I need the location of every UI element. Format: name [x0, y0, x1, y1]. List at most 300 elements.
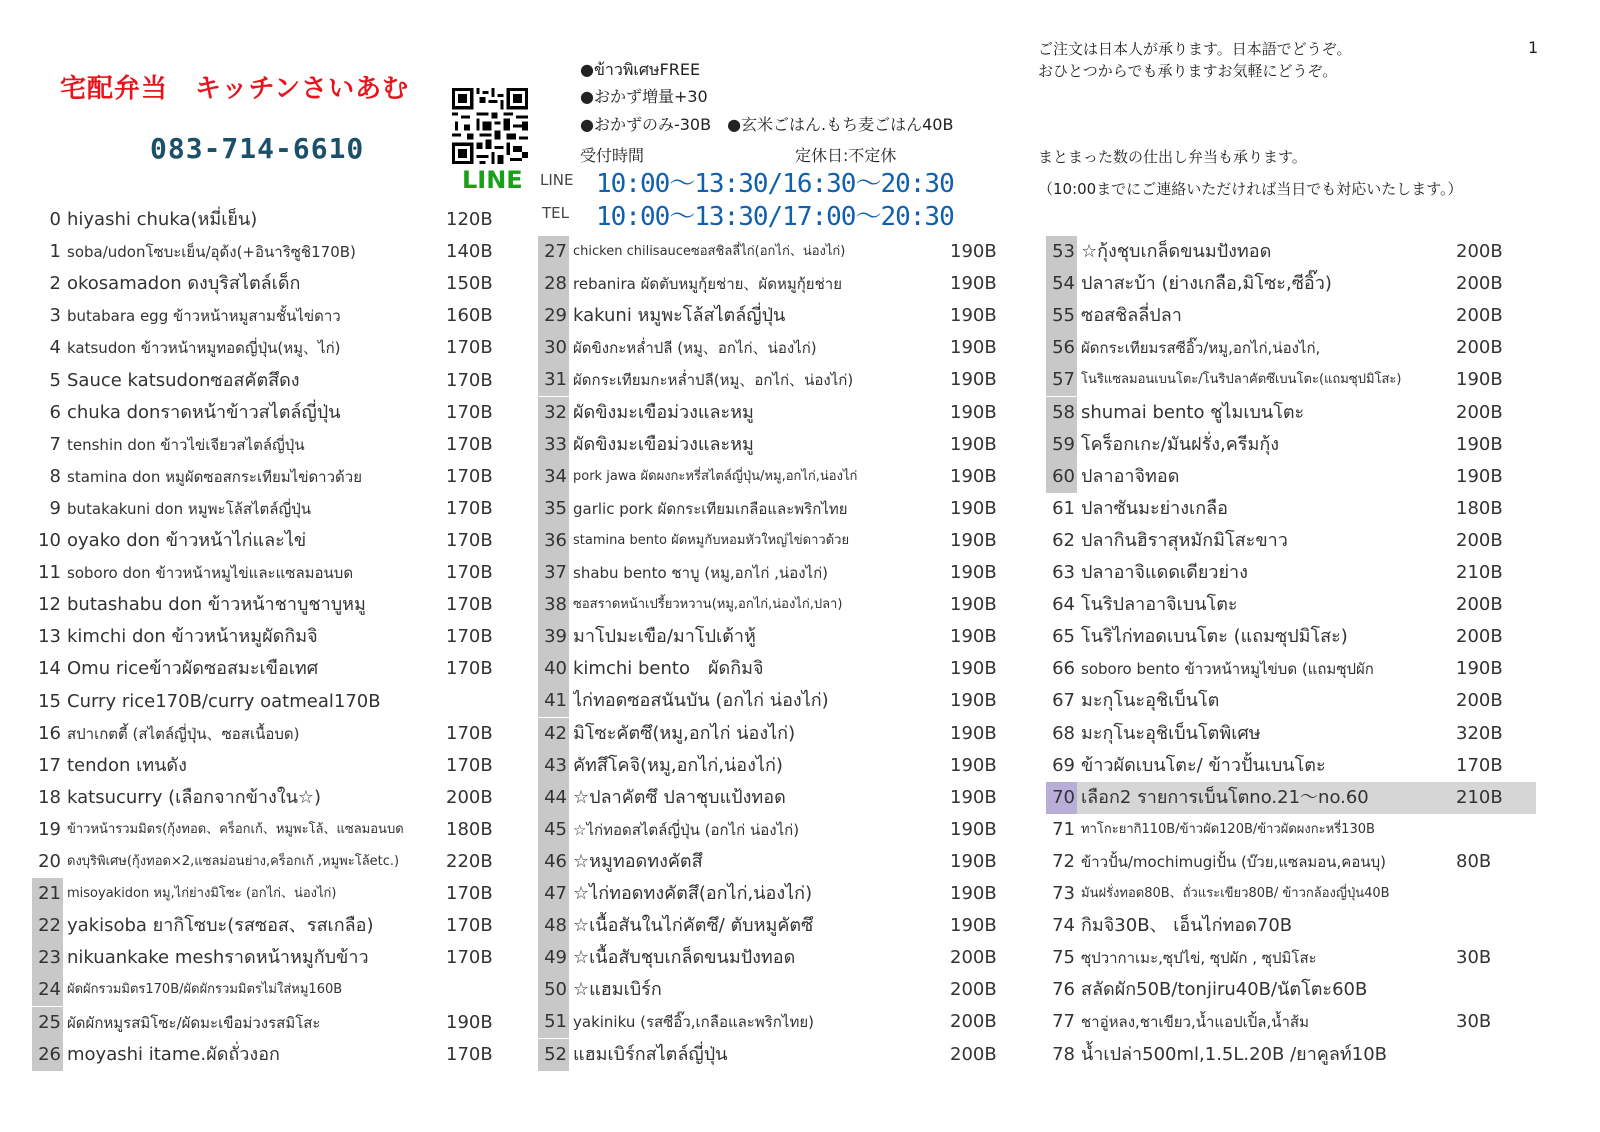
line-hours-label: LINE: [540, 171, 574, 189]
menu-item-59[interactable]: [1046, 429, 1536, 461]
menu-item-name: soba/udonโซบะเย็น/อุด้ง(+อินาริซูชิ170B): [67, 243, 356, 262]
menu-item-number: 25: [32, 1007, 63, 1039]
menu-item-price: 200B: [446, 786, 493, 808]
menu-item-name: สลัดผัก50B/tonjiru40B/นัตโตะ60B: [1081, 979, 1368, 1001]
menu-item-name: โนริไก่ทอดเบนโตะ (แถมซุปมิโสะ): [1081, 626, 1348, 648]
menu-item-number: 62: [1052, 529, 1075, 551]
menu-item-name: ปลาอาจิทอด: [1081, 465, 1180, 487]
menu-item-name: katsudon ข้าวหน้าหมูทอดญี่ปุ่น(หมู、ไก่): [67, 339, 341, 358]
menu-item-number: 34: [538, 461, 569, 493]
menu-item-name: katsucurry (เลือกจากข้างใน☆): [67, 786, 322, 808]
menu-item-10[interactable]: [32, 525, 500, 557]
menu-item-name: stamina don หมูผัดซอสกระเทียมไข่ดาวด้วย: [67, 467, 362, 486]
menu-item-number: 19: [38, 818, 61, 840]
menu-item-69[interactable]: [1046, 750, 1536, 782]
menu-item-name: Omu riceข้าวผัดซอสมะเขือเทศ: [67, 658, 319, 680]
menu-item-name: Curry rice170B/curry oatmeal170B: [67, 690, 381, 712]
menu-item-name: ข้าวปั้น/mochimugiปั้น (บ๊วย,แซลมอน,คอนบุ): [1081, 852, 1386, 871]
menu-item-number: 45: [538, 814, 569, 846]
menu-item-38[interactable]: [538, 589, 998, 621]
menu-item-26[interactable]: [32, 1039, 500, 1071]
menu-item-price: 190B: [446, 1011, 493, 1033]
menu-item-number: 75: [1052, 947, 1075, 969]
menu-item-36[interactable]: [538, 525, 998, 557]
menu-item-price: 220B: [446, 851, 493, 872]
menu-item-61[interactable]: [1046, 493, 1536, 525]
menu-item-price: 190B: [950, 690, 997, 712]
menu-item-6[interactable]: [32, 397, 500, 429]
menu-item-22[interactable]: [32, 910, 500, 942]
menu-item-number: 65: [1052, 626, 1075, 648]
menu-item-name: กิมจิ30B、 เอ็นไก่ทอด70B: [1081, 915, 1293, 937]
menu-item-5[interactable]: [32, 365, 500, 397]
menu-item-62[interactable]: [1046, 525, 1536, 557]
menu-item-name: โนริแซลมอนเบนโตะ/โนริปลาคัตซึเบนโตะ(แถมซุปมิโสะ): [1081, 372, 1402, 388]
menu-item-name: มะกุโนะอุชิเบ็นโต: [1081, 690, 1220, 712]
menu-item-name: butabara egg ข้าวหน้าหมูสามชั้นไข่ดาว: [67, 307, 341, 326]
menu-item-price: 30B: [1456, 947, 1492, 969]
menu-item-75[interactable]: [1046, 942, 1536, 974]
menu-item-name: ผัดผักหมูรสมิโซะ/ผัดมะเขือม่วงรสมิโสะ: [67, 1013, 321, 1032]
menu-item-77[interactable]: [1046, 1006, 1536, 1038]
menu-item-12[interactable]: [32, 589, 500, 621]
menu-item-number: 16: [38, 722, 61, 744]
menu-item-price: 170B: [446, 754, 493, 776]
menu-item-21[interactable]: [32, 878, 500, 910]
menu-item-33[interactable]: [538, 429, 998, 461]
menu-item-name: soboro bento ข้าวหน้าหมูไข่บด (แถมซุปผัก: [1081, 660, 1374, 679]
menu-item-73[interactable]: [1046, 878, 1536, 910]
menu-item-price: 190B: [1456, 465, 1503, 487]
menu-item-name: ปลาซันมะย่างเกลือ: [1081, 497, 1228, 519]
menu-item-13[interactable]: [32, 621, 500, 653]
menu-item-price: 200B: [1456, 594, 1503, 616]
menu-item-price: 170B: [446, 658, 493, 680]
line-hours: 10:00～13:30/16:30～20:30: [596, 169, 954, 199]
menu-item-40[interactable]: [538, 653, 998, 685]
menu-item-price: 190B: [950, 594, 997, 616]
menu-item-number: 67: [1052, 690, 1075, 712]
menu-item-name: moyashi itame.ผัดถั่วงอก: [67, 1043, 280, 1065]
menu-item-price: 200B: [950, 947, 997, 969]
menu-item-name: yakiniku (รสซีอิ๊ว,เกลือและพริกไทย): [573, 1013, 814, 1032]
menu-item-number: 53: [1046, 236, 1077, 268]
menu-item-0[interactable]: [32, 204, 500, 236]
menu-item-price: 170B: [446, 369, 493, 391]
menu-item-price: 200B: [1456, 337, 1503, 359]
menu-item-name: ☆แฮมเบิร์ก: [573, 979, 662, 1001]
menu-item-name: shabu bento ชาบู (หมู,อกไก่ ,น่องไก่): [573, 564, 828, 582]
menu-item-41[interactable]: [538, 685, 998, 717]
menu-item-name: ทาโกะยากิ110B/ข้าวผัด120B/ข้าวผัดผงกะหรี่130B: [1081, 821, 1375, 837]
menu-item-price: 190B: [950, 401, 997, 423]
menu-item-number: 51: [538, 1006, 569, 1038]
menu-item-name: คัทสึโคจิ(หมู,อกไก่,น่องไก่): [573, 754, 783, 776]
menu-item-name: kimchi don ข้าวหน้าหมูผัดกิมจิ: [67, 626, 318, 648]
menu-item-price: 190B: [950, 273, 997, 295]
menu-item-price: 170B: [446, 947, 493, 969]
menu-item-number: 26: [32, 1039, 63, 1071]
menu-item-price: 200B: [1456, 401, 1503, 423]
menu-item-number: 5: [49, 369, 61, 391]
menu-item-price: 190B: [950, 305, 997, 327]
menu-item-43[interactable]: [538, 750, 998, 782]
menu-item-number: 39: [538, 621, 569, 653]
menu-item-number: 49: [538, 942, 569, 974]
menu-item-price: 170B: [446, 465, 493, 487]
menu-item-name: soboro don ข้าวหน้าหมูไข่และแซลมอนบด: [67, 564, 354, 583]
menu-item-name: ปลากินฮิราสุหมักมิโสะขาว: [1081, 529, 1288, 551]
menu-item-number: 7: [49, 433, 61, 455]
menu-item-price: 210B: [1456, 786, 1503, 808]
menu-item-price: 170B: [446, 915, 493, 937]
menu-item-7[interactable]: [32, 429, 500, 461]
menu-item-number: 4: [49, 337, 61, 359]
menu-item-20[interactable]: [32, 846, 500, 878]
menu-item-price: 190B: [950, 562, 997, 583]
note-japanese-staff: ご注文は日本人が承ります。日本語でどうぞ。: [1038, 40, 1352, 58]
menu-item-name: butashabu don ข้าวหน้าชาบูชาบูหมู: [67, 594, 366, 616]
menu-item-72[interactable]: [1046, 846, 1536, 878]
menu-item-number: 15: [38, 690, 61, 712]
menu-item-number: 23: [32, 942, 63, 974]
menu-item-47[interactable]: [538, 878, 998, 910]
menu-item-name: ☆ไก่ทอดสไตล์ญี่ปุ่น (อกไก่ น่องไก่): [573, 820, 800, 839]
menu-item-name: tenshin don ข้าวไข่เจียวสไตล์ญี่ปุ่น: [67, 435, 305, 454]
menu-item-8[interactable]: [32, 461, 500, 493]
menu-item-name: ผัดผักรวมมิตร170B/ผัดผักรวมมิตรไม่ใส่หมู160B: [67, 982, 343, 998]
menu-item-37[interactable]: [538, 557, 998, 589]
menu-item-name: ไก่ทอดซอสนันบัน (อกไก่ น่องไก่): [573, 690, 829, 712]
menu-item-price: 190B: [950, 850, 997, 872]
menu-item-number: 36: [538, 525, 569, 557]
menu-item-price: 200B: [1456, 241, 1503, 262]
menu-item-34[interactable]: [538, 461, 998, 493]
menu-item-number: 68: [1052, 722, 1075, 744]
menu-item-number: 52: [538, 1039, 569, 1071]
menu-item-number: 64: [1052, 594, 1075, 616]
menu-item-number: 50: [538, 974, 569, 1006]
menu-item-name: oyako don ข้าวหน้าไก่และไข่: [67, 530, 307, 551]
menu-item-name: มันฝรั่งทอด80B、ถั่วแระเขียว80B/ ข้าวกล้องญี่ปุ่น40B: [1081, 886, 1390, 901]
menu-item-name: chicken chilisauceซอสชิลลี่ไก่(อกไก่、น่องไก่): [573, 244, 846, 259]
menu-item-number: 43: [538, 750, 569, 782]
menu-item-71[interactable]: [1046, 814, 1536, 846]
menu-item-number: 27: [538, 236, 569, 268]
menu-item-name: ชาอู่หลง,ชาเขียว,น้ำแอปเปิ้ล,น้ำส้ม: [1081, 1013, 1309, 1032]
menu-item-price: 190B: [950, 915, 997, 937]
menu-item-42[interactable]: [538, 718, 998, 750]
menu-item-price: 170B: [446, 530, 493, 551]
reception-hours-label: 受付時間: [580, 146, 645, 165]
menu-item-number: 46: [538, 846, 569, 878]
menu-item-number: 20: [38, 851, 61, 872]
menu-item-78[interactable]: [1046, 1039, 1536, 1071]
menu-item-name: มะกุโนะอุชิเบ็นโตพิเศษ: [1081, 722, 1261, 744]
menu-item-name: shumai bento ชูไมเบนโตะ: [1081, 401, 1305, 423]
menu-item-price: 200B: [950, 1043, 997, 1065]
menu-item-price: 170B: [446, 1043, 493, 1065]
menu-item-19[interactable]: [32, 814, 500, 846]
menu-item-9[interactable]: [32, 493, 500, 525]
menu-item-number: 57: [1046, 364, 1077, 396]
menu-item-11[interactable]: [32, 557, 500, 589]
menu-item-58[interactable]: [1046, 397, 1536, 429]
menu-item-price: 190B: [950, 626, 997, 648]
line-label: LINE: [462, 166, 523, 194]
menu-item-52[interactable]: [538, 1039, 998, 1071]
menu-item-54[interactable]: [1046, 268, 1536, 300]
menu-item-price: 170B: [446, 433, 493, 455]
menu-item-number: 60: [1046, 461, 1077, 493]
menu-item-number: 76: [1052, 979, 1075, 1001]
menu-item-number: 35: [538, 493, 569, 525]
menu-item-price: 190B: [950, 529, 997, 551]
menu-item-name: kakuni หมูพะโล้สไตล์ญี่ปุ่น: [573, 305, 786, 327]
menu-item-48[interactable]: [538, 910, 998, 942]
menu-item-number: 2: [49, 273, 61, 295]
menu-item-price: 190B: [950, 818, 997, 840]
menu-item-32[interactable]: [538, 397, 998, 429]
menu-item-price: 170B: [446, 626, 493, 648]
menu-item-number: 29: [538, 300, 569, 332]
menu-item-number: 24: [32, 974, 63, 1006]
menu-item-price: 180B: [446, 818, 493, 840]
menu-item-name: ข้าวหน้ารวมมิตร(กุ้งทอด、คร็อกเก้、หมูพะโล้、แซลมอนบด: [67, 821, 404, 837]
menu-item-65[interactable]: [1046, 621, 1536, 653]
menu-item-price: 190B: [950, 465, 997, 487]
menu-item-68[interactable]: [1046, 718, 1536, 750]
menu-item-number: 6: [49, 401, 61, 423]
menu-item-name: okosamadon ดงบุริสไตล์เด็ก: [67, 273, 301, 295]
menu-item-number: 70: [1046, 782, 1077, 814]
menu-item-price: 120B: [446, 209, 493, 230]
menu-item-name: misoyakidon หมู,ไก่ย่างมิโซะ (อกไก่、น่องไก่): [67, 886, 337, 902]
menu-item-price: 190B: [950, 369, 997, 391]
menu-item-price: 200B: [950, 1011, 997, 1033]
menu-item-number: 42: [538, 718, 569, 750]
menu-item-name: เลือก2 รายการเบ็นโตno.21～no.60: [1081, 786, 1369, 808]
menu-item-1[interactable]: [32, 236, 500, 268]
menu-item-45[interactable]: [538, 814, 998, 846]
menu-item-name: ☆ไก่ทอดทงคัตสึ(อกไก่,น่องไก่): [573, 883, 813, 904]
menu-item-price: 200B: [950, 979, 997, 1001]
menu-item-35[interactable]: [538, 493, 998, 525]
menu-item-number: 47: [538, 878, 569, 910]
menu-item-price: 190B: [950, 658, 997, 680]
menu-item-number: 44: [538, 782, 569, 814]
menu-item-number: 0: [49, 209, 61, 230]
menu-item-56[interactable]: [1046, 332, 1536, 364]
menu-item-name: ☆ปลาคัตซึ ปลาชุบแป้งทอด: [573, 786, 786, 808]
menu-item-number: 1: [49, 241, 61, 263]
menu-item-name: ปลาสะบ้า (ย่างเกลือ,มิโซะ,ซีอิ๊ว): [1081, 273, 1332, 295]
menu-item-number: 69: [1052, 754, 1075, 776]
tel-hours-label: TEL: [542, 204, 569, 222]
menu-item-price: 200B: [1456, 305, 1503, 327]
menu-item-price: 170B: [446, 497, 493, 519]
menu-item-price: 150B: [446, 273, 493, 295]
menu-item-number: 17: [38, 754, 61, 776]
menu-item-64[interactable]: [1046, 589, 1536, 621]
menu-item-number: 77: [1052, 1011, 1075, 1033]
menu-item-number: 12: [38, 594, 61, 616]
menu-item-name: ข้าวผัดเบนโตะ/ ข้าวปั้นเบนโตะ: [1081, 754, 1326, 776]
menu-item-name: ผัดขิงมะเขือม่วงและหมู: [573, 433, 754, 455]
menu-item-name: butakakuni don หมูพะโล้สไตล์ญี่ปุ่น: [67, 499, 312, 518]
menu-item-price: 170B: [446, 562, 493, 584]
menu-item-number: 55: [1046, 300, 1077, 332]
menu-item-46[interactable]: [538, 846, 998, 878]
menu-item-27[interactable]: [538, 236, 998, 268]
page-number: 1: [1528, 38, 1539, 57]
menu-item-name: ☆เนื้อสับชุบเกล็ดขนมปังทอด: [573, 947, 796, 969]
menu-item-number: 28: [538, 268, 569, 300]
note-bulk-order: まとまった数の仕出し弁当も承ります。: [1038, 148, 1307, 166]
qr-code-icon[interactable]: [452, 88, 528, 164]
menu-item-number: 31: [538, 364, 569, 396]
menu-item-price: 30B: [1456, 1011, 1492, 1033]
menu-item-number: 14: [38, 658, 61, 680]
menu-item-price: 190B: [950, 241, 997, 262]
menu-item-76[interactable]: [1046, 974, 1536, 1006]
menu-item-16[interactable]: [32, 718, 500, 750]
menu-item-name: ดงบุริพิเศษ(กุ้งทอด×2,แซลม่อนย่าง,คร็อกเก้ ,หมูพะโล้etc.): [67, 854, 400, 869]
menu-item-17[interactable]: [32, 750, 500, 782]
menu-item-price: 200B: [1456, 690, 1503, 712]
brand-title: 宅配弁当 キッチンさいあむ: [60, 74, 410, 104]
menu-item-name: แฮมเบิร์กสไตล์ญี่ปุ่น: [573, 1043, 728, 1065]
menu-item-number: 37: [538, 557, 569, 589]
menu-item-number: 78: [1052, 1043, 1075, 1065]
menu-item-name: ซุปวากาเมะ,ซุปไข่, ซุปผัก , ซุปมิโสะ: [1081, 949, 1317, 968]
menu-item-3[interactable]: [32, 300, 500, 332]
menu-item-number: 71: [1052, 818, 1075, 840]
menu-item-number: 61: [1052, 497, 1075, 519]
menu-item-name: ผัดขิงมะเขือม่วงและหมู: [573, 401, 754, 423]
menu-item-18[interactable]: [32, 782, 500, 814]
menu-item-number: 3: [49, 305, 61, 327]
menu-item-price: 170B: [446, 594, 493, 616]
menu-item-14[interactable]: [32, 653, 500, 685]
holiday-label: 定休日:不定休: [795, 146, 897, 165]
menu-item-60[interactable]: [1046, 461, 1536, 493]
menu-item-39[interactable]: [538, 621, 998, 653]
menu-item-name: rebanira ผัดตับหมูกุ้ยช่าย、ผัดหมูกุ้ยช่าย: [573, 275, 842, 294]
menu-item-price: 170B: [446, 722, 493, 744]
menu-item-price: 170B: [446, 337, 493, 359]
menu-item-price: 190B: [950, 883, 997, 904]
menu-item-number: 13: [38, 626, 61, 648]
menu-item-name: ผัดขิงกะหล่ำปลี (หมู、อกไก่、น่องไก่): [573, 339, 817, 358]
menu-item-51[interactable]: [538, 1006, 998, 1038]
menu-item-53[interactable]: [1046, 236, 1536, 268]
menu-item-number: 32: [538, 397, 569, 429]
menu-item-66[interactable]: [1046, 653, 1536, 685]
menu-item-price: 140B: [446, 241, 493, 263]
note-same-day: （10:00までにご連絡いただければ当日でも対応いたします。）: [1038, 180, 1463, 198]
menu-item-price: 200B: [1456, 626, 1503, 648]
menu-item-name: garlic pork ผัดกระเทียมเกลือและพริกไทย: [573, 499, 848, 518]
menu-item-number: 41: [538, 685, 569, 717]
menu-item-price: 180B: [1456, 497, 1503, 519]
menu-item-price: 80B: [1456, 850, 1492, 872]
menu-item-57[interactable]: [1046, 364, 1536, 396]
menu-item-price: 210B: [1456, 562, 1503, 583]
menu-item-2[interactable]: [32, 268, 500, 300]
menu-item-name: kimchi bento ผัดกิมจิ: [573, 658, 764, 680]
menu-item-number: 66: [1052, 658, 1075, 680]
tel-hours: 10:00～13:30/17:00～20:30: [596, 202, 954, 232]
menu-item-74[interactable]: [1046, 910, 1536, 942]
menu-item-name: ซอสราดหน้าเปรี้ยวหวาน(หมู,อกไก่,น่องไก่,ปลา): [573, 597, 843, 613]
menu-item-25[interactable]: [32, 1007, 500, 1039]
menu-item-4[interactable]: [32, 332, 500, 364]
menu-item-24[interactable]: [32, 974, 500, 1006]
menu-item-28[interactable]: [538, 268, 998, 300]
menu-item-price: 200B: [1456, 273, 1503, 295]
menu-item-price: 190B: [950, 433, 997, 455]
menu-item-70[interactable]: [1046, 782, 1536, 814]
info-extra-portion: ●おかず増量+30: [580, 87, 708, 106]
menu-item-price: 200B: [1456, 529, 1503, 551]
menu-item-price: 190B: [950, 786, 997, 808]
menu-item-name: chuka donราดหน้าข้าวสไตล์ญี่ปุ่น: [67, 401, 341, 423]
menu-item-name: โนริปลาอาจิเบนโตะ: [1081, 594, 1238, 616]
menu-item-name: yakisoba ยากิโซบะ(รสซอส、รสเกลือ): [67, 915, 374, 937]
phone-number[interactable]: 083-714-6610: [150, 132, 365, 165]
menu-item-31[interactable]: [538, 364, 998, 396]
menu-item-name: ☆หมูทอดทงคัตสึ: [573, 850, 703, 872]
menu-item-15[interactable]: [32, 686, 500, 718]
menu-item-44[interactable]: [538, 782, 998, 814]
menu-item-number: 40: [538, 653, 569, 685]
menu-item-name: ซอสชิลลี่ปลา: [1081, 305, 1182, 327]
menu-item-name: ☆กุ้งชุบเกล็ดขนมปังทอด: [1081, 241, 1272, 262]
menu-item-number: 48: [538, 910, 569, 942]
menu-item-number: 38: [538, 589, 569, 621]
menu-item-name: ผัดกระเทียมรสซีอิ๊ว/หมู,อกไก่,น่องไก่,: [1081, 339, 1321, 358]
menu-item-price: 190B: [950, 722, 997, 744]
menu-item-name: น้ำเปล่า500ml,1.5L.20B /ยาคูลท์10B: [1081, 1043, 1387, 1065]
menu-item-number: 21: [32, 878, 63, 910]
menu-item-name: ผัดกระเทียมกะหล่ำปลี(หมู、อกไก่、น่องไก่): [573, 371, 854, 390]
menu-item-number: 54: [1046, 268, 1077, 300]
menu-item-number: 58: [1046, 397, 1077, 429]
menu-item-49[interactable]: [538, 942, 998, 974]
menu-item-price: 320B: [1456, 722, 1503, 744]
menu-item-29[interactable]: [538, 300, 998, 332]
menu-item-price: 170B: [1456, 754, 1503, 776]
menu-item-30[interactable]: [538, 332, 998, 364]
menu-item-name: hiyashi chuka(หมี่เย็น): [67, 209, 258, 230]
menu-item-name: pork jawa ผัดผงกะหรี่สไตล์ญี่ปุ่น/หมู,อกไก่,น่องไก่: [573, 468, 858, 484]
menu-item-price: 170B: [446, 401, 493, 423]
menu-item-55[interactable]: [1046, 300, 1536, 332]
menu-item-number: 10: [38, 530, 61, 551]
menu-item-50[interactable]: [538, 974, 998, 1006]
menu-item-63[interactable]: [1046, 557, 1536, 589]
menu-item-number: 74: [1052, 915, 1075, 937]
menu-item-number: 33: [538, 429, 569, 461]
menu-item-number: 73: [1052, 883, 1075, 904]
menu-item-name: nikuankake meshราดหน้าหมูกับข้าว: [67, 947, 369, 969]
menu-item-name: ☆เนื้อสันในไก่คัตซึ/ ตับหมูคัตซึ: [573, 915, 814, 937]
menu-item-23[interactable]: [32, 942, 500, 974]
menu-item-name: มาโปมะเขือ/มาโปเต้าหู้: [573, 626, 756, 648]
info-side-only: ●おかずのみ-30B ●玄米ごはん.もち麦ごはん40B: [580, 115, 954, 134]
menu-item-67[interactable]: [1046, 685, 1536, 717]
